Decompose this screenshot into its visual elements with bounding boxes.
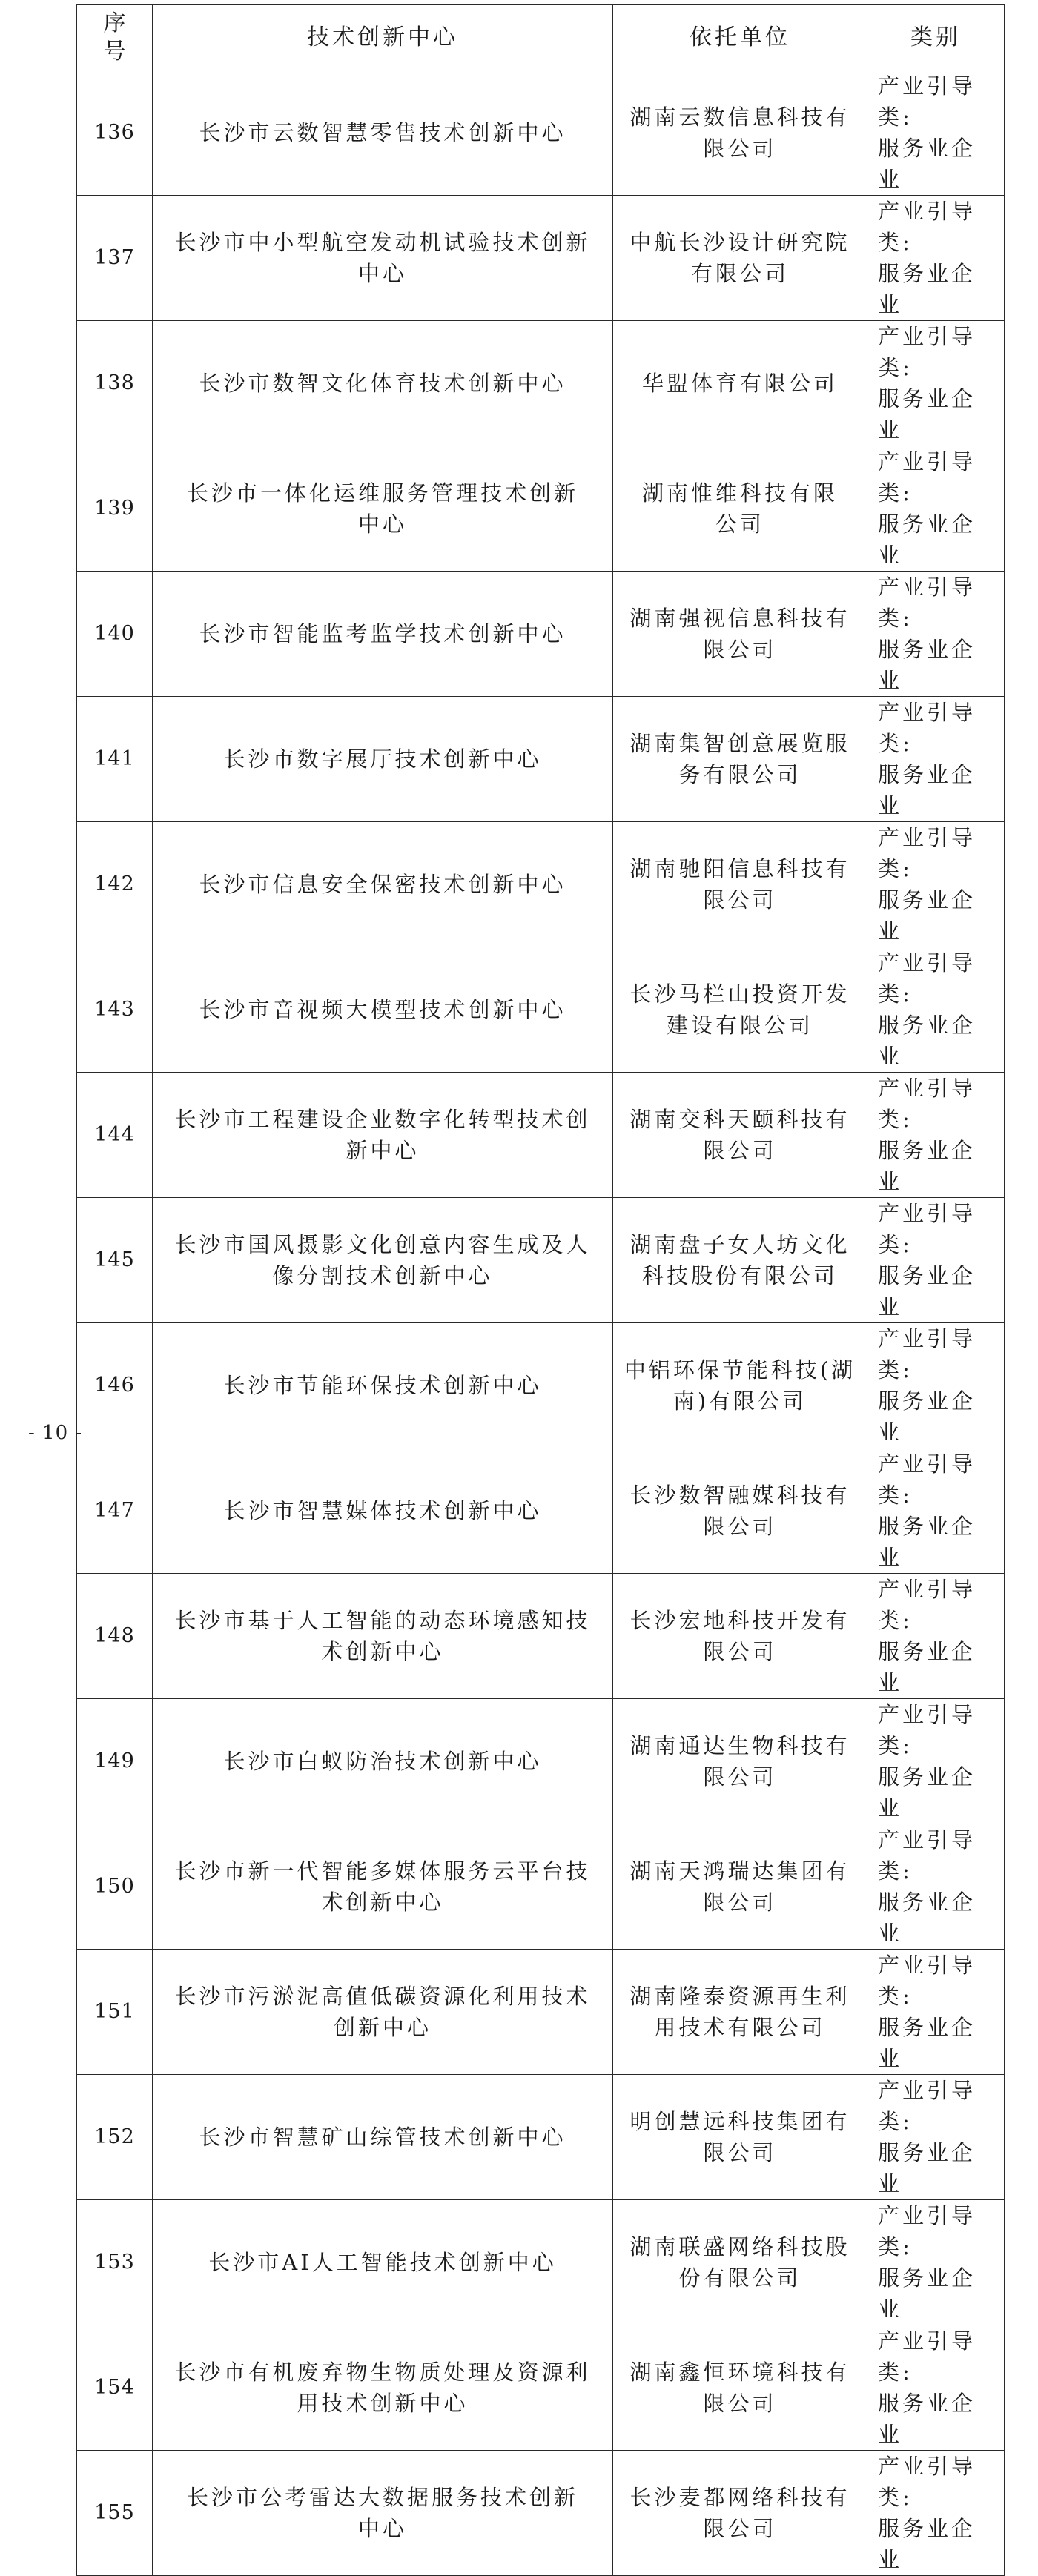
row-category-line: 服务业企业	[878, 386, 976, 443]
row-supporting-unit-line: 公司	[715, 511, 764, 537]
row-innovation-center	[153, 446, 613, 572]
innovation-center-table	[76, 4, 1005, 2576]
row-category	[867, 2325, 1005, 2451]
row-serial-number: 141	[77, 697, 153, 822]
row-innovation-center-line: 中心	[357, 261, 407, 286]
row-innovation-center-line: 长沙市基于人工智能的动态环境感知技	[174, 1608, 591, 1633]
row-supporting-unit-line: 长沙宏地科技开发有	[629, 1608, 850, 1633]
row-category-line: 产业引导类:	[878, 950, 976, 1007]
row-supporting-unit-line: 长沙马栏山投资开发	[629, 981, 850, 1007]
row-category-line: 产业引导类:	[878, 575, 976, 631]
row-innovation-center-line: 长沙市中小型航空发动机试验技术创新	[174, 230, 591, 255]
row-innovation-center-line: 长沙市数字展厅技术创新中心	[223, 746, 542, 772]
row-category-line: 服务业企业	[878, 2391, 976, 2447]
table-row	[77, 697, 1005, 822]
row-supporting-unit-line: 长沙麦都网络科技有	[629, 2485, 850, 2510]
row-supporting-unit	[613, 1073, 867, 1198]
table-row	[77, 1574, 1005, 1699]
row-serial-number: 155	[77, 2451, 153, 2576]
table-row	[77, 1448, 1005, 1574]
row-supporting-unit-line: 限公司	[703, 2391, 777, 2416]
row-category-line: 产业引导类:	[878, 449, 976, 506]
row-supporting-unit-line: 限公司	[703, 887, 777, 913]
row-category-line: 产业引导类:	[878, 1326, 976, 1383]
row-supporting-unit-line: 限公司	[703, 2140, 777, 2165]
row-supporting-unit-line: 有限公司	[690, 261, 789, 286]
row-category-line: 服务业企业	[878, 1388, 976, 1445]
table-row	[77, 1824, 1005, 1950]
row-innovation-center	[153, 822, 613, 947]
row-category-line: 服务业企业	[878, 762, 976, 818]
row-innovation-center	[153, 947, 613, 1073]
row-category	[867, 1824, 1005, 1950]
row-innovation-center	[153, 1323, 613, 1448]
row-category-line: 服务业企业	[878, 2516, 976, 2572]
row-innovation-center	[153, 1073, 613, 1198]
row-category-line: 产业引导类:	[878, 2328, 976, 2385]
table-header	[77, 5, 1005, 70]
row-category-line: 产业引导类:	[878, 2203, 976, 2259]
row-innovation-center-line: 长沙市云数智慧零售技术创新中心	[199, 120, 566, 145]
row-category-line: 产业引导类:	[878, 1201, 976, 1257]
row-supporting-unit-line: 建设有限公司	[666, 1013, 813, 1038]
row-serial-number: 152	[77, 2075, 153, 2200]
row-supporting-unit-line: 用技术有限公司	[654, 2015, 826, 2040]
row-category	[867, 70, 1005, 196]
table-row	[77, 2325, 1005, 2451]
row-supporting-unit-line: 限公司	[703, 136, 777, 161]
row-supporting-unit-line: 湖南集智创意展览服	[629, 731, 850, 756]
row-supporting-unit-line: 务有限公司	[678, 762, 801, 787]
row-category-line: 服务业企业	[878, 261, 976, 317]
page-number: - 10 -	[28, 1422, 83, 1444]
table-row	[77, 1950, 1005, 2075]
row-category	[867, 1699, 1005, 1824]
row-serial-number: 143	[77, 947, 153, 1073]
row-serial-number: 147	[77, 1448, 153, 1574]
header-supporting-unit: 依托单位	[613, 5, 867, 70]
table-row	[77, 196, 1005, 321]
row-innovation-center	[153, 1198, 613, 1323]
row-supporting-unit	[613, 321, 867, 446]
row-category	[867, 572, 1005, 697]
row-category-line: 服务业企业	[878, 136, 976, 192]
row-innovation-center-line: 创新中心	[333, 2015, 432, 2040]
row-serial-number: 144	[77, 1073, 153, 1198]
row-category-line: 服务业企业	[878, 1639, 976, 1695]
row-innovation-center-line: 长沙市AI人工智能技术创新中心	[208, 2250, 557, 2275]
row-supporting-unit-line: 华盟体育有限公司	[641, 371, 838, 396]
row-supporting-unit	[613, 1574, 867, 1699]
row-serial-number: 149	[77, 1699, 153, 1824]
row-category	[867, 947, 1005, 1073]
row-supporting-unit-line: 湖南云数信息科技有	[629, 105, 850, 130]
row-category-line: 产业引导类:	[878, 1702, 976, 1758]
row-category	[867, 1073, 1005, 1198]
row-innovation-center-line: 长沙市公考雷达大数据服务技术创新	[186, 2485, 578, 2510]
row-innovation-center-line: 长沙市节能环保技术创新中心	[223, 1373, 542, 1398]
table-row	[77, 1198, 1005, 1323]
row-innovation-center-line: 长沙市国风摄影文化创意内容生成及人	[174, 1232, 591, 1257]
row-category	[867, 2451, 1005, 2576]
row-supporting-unit	[613, 1824, 867, 1950]
row-innovation-center-line: 长沙市工程建设企业数字化转型技术创	[174, 1107, 591, 1132]
row-innovation-center-line: 新中心	[346, 1138, 420, 1163]
row-supporting-unit-line: 限公司	[703, 1639, 777, 1664]
row-supporting-unit-line: 中航长沙设计研究院	[629, 230, 850, 255]
row-innovation-center	[153, 1699, 613, 1824]
table-row	[77, 2075, 1005, 2200]
header-innovation-center: 技术创新中心	[153, 5, 613, 70]
row-category	[867, 697, 1005, 822]
row-category	[867, 1198, 1005, 1323]
row-innovation-center-line: 用技术创新中心	[297, 2391, 469, 2416]
row-supporting-unit-line: 明创慧远科技集团有	[629, 2109, 850, 2134]
row-innovation-center-line: 长沙市污淤泥高值低碳资源化利用技术	[174, 1984, 591, 2009]
row-supporting-unit	[613, 1448, 867, 1574]
row-supporting-unit-line: 限公司	[703, 1138, 777, 1163]
row-category	[867, 196, 1005, 321]
row-supporting-unit-line: 份有限公司	[678, 2265, 801, 2291]
row-category-line: 服务业企业	[878, 1764, 976, 1821]
row-category-line: 产业引导类:	[878, 324, 976, 380]
row-supporting-unit	[613, 2075, 867, 2200]
row-serial-number: 150	[77, 1824, 153, 1950]
row-innovation-center-line: 长沙市智慧矿山综管技术创新中心	[199, 2125, 566, 2150]
table-row	[77, 2200, 1005, 2325]
table-row	[77, 70, 1005, 196]
header-row	[77, 5, 1005, 70]
table-row	[77, 1323, 1005, 1448]
row-supporting-unit	[613, 2451, 867, 2576]
row-innovation-center-line: 像分割技术创新中心	[272, 1263, 493, 1288]
row-serial-number: 145	[77, 1198, 153, 1323]
row-category-line: 产业引导类:	[878, 1076, 976, 1132]
row-serial-number: 153	[77, 2200, 153, 2325]
row-innovation-center	[153, 321, 613, 446]
row-innovation-center	[153, 1824, 613, 1950]
row-category-line: 产业引导类:	[878, 1451, 976, 1508]
row-category-line: 产业引导类:	[878, 2078, 976, 2134]
row-innovation-center	[153, 1950, 613, 2075]
row-supporting-unit-line: 南)有限公司	[672, 1388, 807, 1414]
row-category-line: 产业引导类:	[878, 73, 976, 130]
table-row	[77, 321, 1005, 446]
row-supporting-unit-line: 限公司	[703, 1514, 777, 1539]
row-category-line: 服务业企业	[878, 1013, 976, 1069]
header-serial-number: 序 号	[77, 5, 153, 70]
row-category	[867, 822, 1005, 947]
row-supporting-unit	[613, 2325, 867, 2451]
row-category-line: 产业引导类:	[878, 199, 976, 255]
row-category-line: 服务业企业	[878, 2140, 976, 2196]
row-supporting-unit-line: 湖南联盛网络科技股	[629, 2234, 850, 2259]
row-supporting-unit-line: 限公司	[703, 637, 777, 662]
row-category	[867, 1323, 1005, 1448]
row-category-line: 服务业企业	[878, 1138, 976, 1194]
row-supporting-unit	[613, 572, 867, 697]
row-innovation-center-line: 术创新中心	[321, 1890, 444, 1915]
row-category-line: 产业引导类:	[878, 2454, 976, 2510]
row-innovation-center-line: 长沙市白蚁防治技术创新中心	[223, 1749, 542, 1774]
row-supporting-unit	[613, 2200, 867, 2325]
table-row	[77, 947, 1005, 1073]
row-innovation-center-line: 长沙市智慧媒体技术创新中心	[223, 1498, 542, 1523]
row-serial-number: 138	[77, 321, 153, 446]
row-serial-number: 136	[77, 70, 153, 196]
row-supporting-unit-line: 湖南鑫恒环境科技有	[629, 2360, 850, 2385]
row-category	[867, 2075, 1005, 2200]
row-category	[867, 2200, 1005, 2325]
row-supporting-unit-line: 中铝环保节能科技(湖	[624, 1357, 856, 1383]
row-supporting-unit-line: 湖南交科天颐科技有	[629, 1107, 850, 1132]
row-category-line: 服务业企业	[878, 1263, 976, 1320]
row-serial-number: 139	[77, 446, 153, 572]
row-category-line: 产业引导类:	[878, 1577, 976, 1633]
row-category-line: 产业引导类:	[878, 825, 976, 881]
header-category: 类别	[867, 5, 1005, 70]
row-innovation-center-line: 长沙市新一代智能多媒体服务云平台技	[174, 1858, 591, 1884]
row-category-line: 服务业企业	[878, 2265, 976, 2322]
row-supporting-unit	[613, 1198, 867, 1323]
row-supporting-unit-line: 限公司	[703, 1890, 777, 1915]
row-serial-number: 146	[77, 1323, 153, 1448]
row-serial-number: 151	[77, 1950, 153, 2075]
row-innovation-center	[153, 572, 613, 697]
row-innovation-center	[153, 2451, 613, 2576]
row-category-line: 产业引导类:	[878, 1827, 976, 1884]
row-innovation-center-line: 长沙市智能监考监学技术创新中心	[199, 621, 566, 646]
row-innovation-center-line: 长沙市数智文化体育技术创新中心	[199, 371, 566, 396]
row-supporting-unit-line: 湖南天鸿瑞达集团有	[629, 1858, 850, 1884]
row-category	[867, 1950, 1005, 2075]
row-supporting-unit	[613, 1699, 867, 1824]
row-innovation-center-line: 长沙市有机废弃物生物质处理及资源利	[174, 2360, 591, 2385]
row-category-line: 服务业企业	[878, 887, 976, 944]
row-category-line: 服务业企业	[878, 511, 976, 568]
row-supporting-unit-line: 科技股份有限公司	[641, 1263, 838, 1288]
row-category	[867, 1448, 1005, 1574]
row-innovation-center	[153, 2325, 613, 2451]
row-innovation-center	[153, 2075, 613, 2200]
row-supporting-unit-line: 湖南隆泰资源再生利	[629, 1984, 850, 2009]
row-supporting-unit-line: 湖南通达生物科技有	[629, 1733, 850, 1758]
row-innovation-center	[153, 2200, 613, 2325]
row-innovation-center-line: 长沙市一体化运维服务管理技术创新	[186, 480, 578, 506]
row-supporting-unit	[613, 446, 867, 572]
row-category-line: 产业引导类:	[878, 1953, 976, 2009]
row-supporting-unit-line: 限公司	[703, 2516, 777, 2541]
row-supporting-unit-line: 湖南强视信息科技有	[629, 606, 850, 631]
row-serial-number: 142	[77, 822, 153, 947]
row-innovation-center-line: 术创新中心	[321, 1639, 444, 1664]
row-serial-number: 154	[77, 2325, 153, 2451]
row-innovation-center-line: 中心	[357, 2516, 407, 2541]
row-supporting-unit	[613, 196, 867, 321]
row-supporting-unit-line: 湖南惟维科技有限	[641, 480, 838, 506]
row-innovation-center-line: 长沙市音视频大模型技术创新中心	[199, 997, 566, 1022]
row-supporting-unit-line: 湖南驰阳信息科技有	[629, 856, 850, 881]
row-innovation-center-line: 中心	[357, 511, 407, 537]
row-category-line: 服务业企业	[878, 1890, 976, 1946]
row-serial-number: 140	[77, 572, 153, 697]
row-innovation-center	[153, 1574, 613, 1699]
row-innovation-center	[153, 1448, 613, 1574]
row-supporting-unit	[613, 1950, 867, 2075]
row-category	[867, 1574, 1005, 1699]
row-innovation-center	[153, 196, 613, 321]
table-row	[77, 572, 1005, 697]
row-innovation-center	[153, 697, 613, 822]
row-supporting-unit	[613, 1323, 867, 1448]
row-supporting-unit	[613, 697, 867, 822]
row-supporting-unit	[613, 822, 867, 947]
row-serial-number: 148	[77, 1574, 153, 1699]
row-supporting-unit	[613, 70, 867, 196]
row-supporting-unit-line: 长沙数智融媒科技有	[629, 1483, 850, 1508]
table-row	[77, 1699, 1005, 1824]
table-row	[77, 822, 1005, 947]
row-category-line: 服务业企业	[878, 2015, 976, 2071]
row-category	[867, 321, 1005, 446]
row-innovation-center	[153, 70, 613, 196]
row-innovation-center-line: 长沙市信息安全保密技术创新中心	[199, 872, 566, 897]
row-supporting-unit-line: 湖南盘子女人坊文化	[629, 1232, 850, 1257]
table-row	[77, 446, 1005, 572]
row-serial-number: 137	[77, 196, 153, 321]
row-category-line: 产业引导类:	[878, 700, 976, 756]
row-supporting-unit	[613, 947, 867, 1073]
table-row	[77, 2451, 1005, 2576]
document-page	[76, 4, 976, 2576]
row-category	[867, 446, 1005, 572]
table-row	[77, 1073, 1005, 1198]
row-category-line: 服务业企业	[878, 637, 976, 693]
row-supporting-unit-line: 限公司	[703, 1764, 777, 1789]
row-category-line: 服务业企业	[878, 1514, 976, 1570]
table-body	[77, 70, 1005, 2576]
